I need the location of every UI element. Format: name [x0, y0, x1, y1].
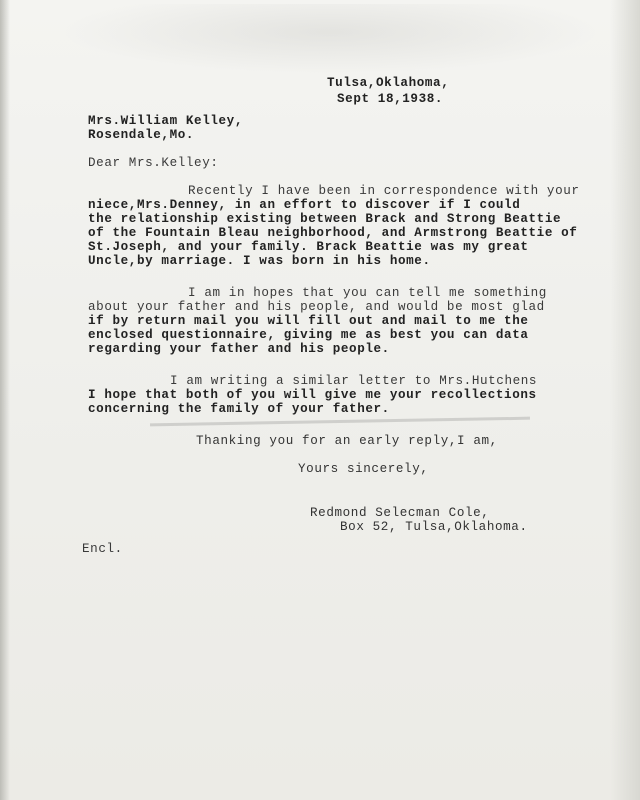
- letter-date: Sept 18,1938.: [337, 92, 444, 106]
- paragraph3-line: I hope that both of you will give me your recollections: [88, 388, 537, 402]
- paragraph1-line: the relationship existing between Brack and Strong Beattie: [88, 212, 562, 226]
- paragraph2-line: about your father and his people, and would be most glad: [88, 300, 545, 314]
- paragraph2-line: enclosed questionnaire, giving me as best you can data: [88, 328, 529, 342]
- closing-line: Thanking you for an early reply,I am,: [196, 434, 498, 448]
- recipient-name: Mrs.William Kelley,: [88, 114, 243, 128]
- paragraph1-line: Uncle,by marriage. I was born in his home.: [88, 254, 431, 268]
- paragraph2-line: if by return mail you will fill out and mail to me the: [88, 314, 529, 328]
- valediction: Yours sincerely,: [298, 462, 429, 476]
- paragraph1-line: of the Fountain Bleau neighborhood, and Armstrong Beattie of: [88, 226, 578, 240]
- paragraph3-line: concerning the family of your father.: [88, 402, 390, 416]
- paragraph1-line: St.Joseph, and your family. Brack Beattie was my great: [88, 240, 529, 254]
- recipient-place: Rosendale,Mo.: [88, 128, 195, 142]
- scan-edge-right: [610, 0, 640, 800]
- scan-smudge: [60, 4, 600, 74]
- paragraph1-line: Recently I have been in correspondence with your: [188, 184, 580, 198]
- signature-address: Box 52, Tulsa,Oklahoma.: [340, 520, 528, 534]
- paragraph2-line: I am in hopes that you can tell me something: [188, 286, 547, 300]
- enclosure-note: Encl.: [82, 542, 123, 556]
- letter-place: Tulsa,Oklahoma,: [327, 76, 450, 90]
- paragraph1-line: niece,Mrs.Denney, in an effort to discover if I could: [88, 198, 521, 212]
- paragraph2-line: regarding your father and his people.: [88, 342, 390, 356]
- signature-name: Redmond Selecman Cole,: [310, 506, 490, 520]
- scan-streak: [150, 417, 530, 427]
- paragraph3-line: I am writing a similar letter to Mrs.Hutchens: [170, 374, 538, 388]
- salutation: Dear Mrs.Kelley:: [88, 156, 219, 170]
- scan-edge-left: [0, 0, 10, 800]
